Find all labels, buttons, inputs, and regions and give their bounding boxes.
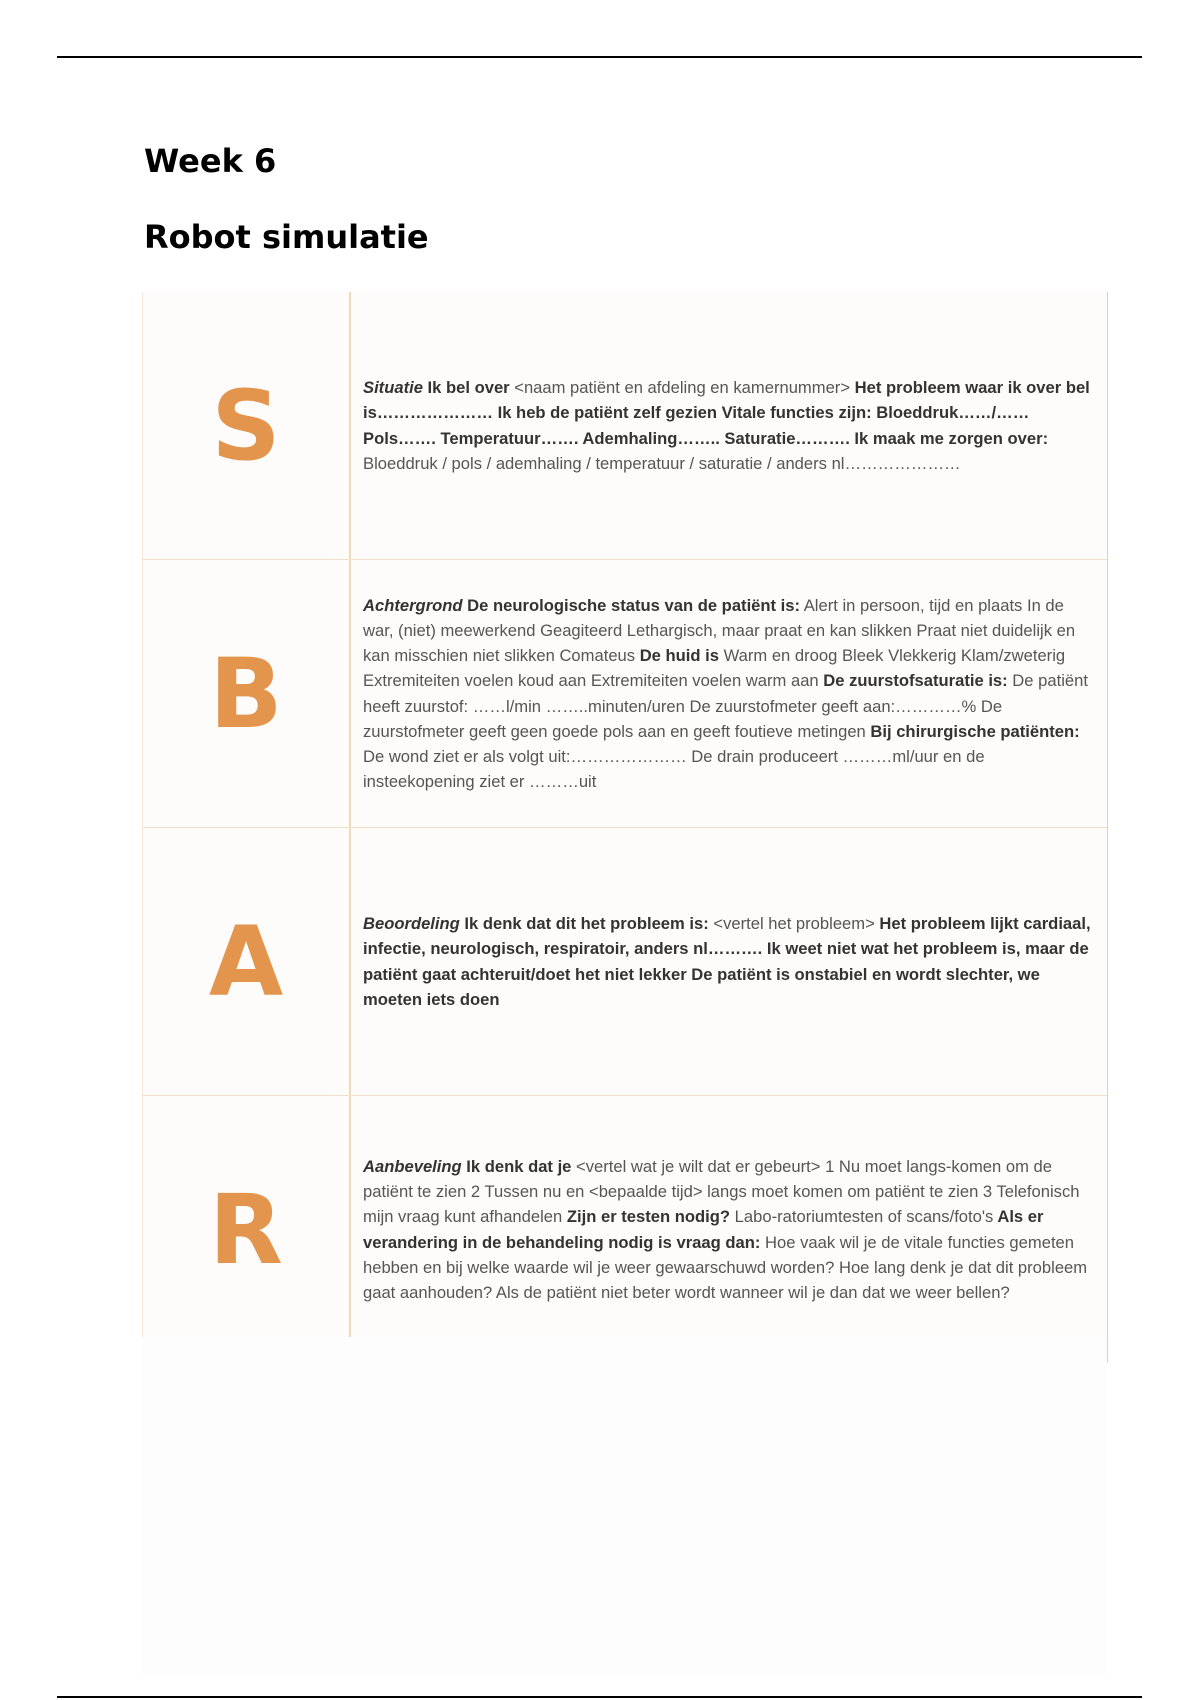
sbar-letter-b: B <box>209 637 283 750</box>
sbar-text-cell <box>351 1096 1107 1363</box>
sbar-text-aanbeveling <box>363 1154 1095 1305</box>
run-3: Het probleem lijkt cardiaal, infectie, neurologisch, respiratoir, anders nl………. Ik weet niet wat het probleem is, maar de patiënt gaat achteruit/doet het niet lekker De patiënt is onstabiel en wordt slechter, we moeten iets doen <box>363 914 1091 1009</box>
run-0: Situatie <box>363 378 423 398</box>
blank-image-area <box>142 1337 1106 1677</box>
run-3: Het probleem waar ik over bel is………………… Ik heb de patiënt zelf gezien Vitale functies zijn: Bloeddruk……/…… Pols……. Temperatuur……. Ademhaling…….. Saturatie………. Ik maak me zorgen over: <box>363 378 1090 448</box>
sbar-letter-cell <box>143 828 351 1095</box>
sbar-letter-cell <box>143 292 351 559</box>
sbar-letter-cell <box>143 1096 351 1363</box>
run-3: De huid is <box>635 646 719 666</box>
sbar-letter-a: A <box>208 905 284 1018</box>
run-6: Hoe vaak wil je de vitale functies gemeten hebben en bij welke waarde wil je weer gewaarschuwd worden? Hoe lang denk je dat dit probleem gaat aanhouden? Als de patiënt niet beter wordt wanneer wil je dan dat we weer bellen? <box>363 1232 1088 1302</box>
page-title: Robot simulatie <box>144 218 429 256</box>
run-1: Ik denk dat je <box>461 1156 572 1176</box>
sbar-row-aanbeveling <box>143 1096 1107 1363</box>
run-1: De neurologische status van de patiënt is: <box>462 595 801 615</box>
run-2: <vertel het probleem> <box>708 914 875 934</box>
run-4: Warm en droog Bleek Vlekkerig Klam/zweterig Extremiteiten voelen koud aan Extremiteiten voelen warm aan <box>363 646 1066 691</box>
sbar-letter-s: S <box>211 369 281 482</box>
run-7: Bij chirurgische patiënten: <box>865 721 1080 741</box>
run-1: Ik denk dat dit het probleem is: <box>459 914 709 934</box>
run-2: Alert in persoon, tijd en plaats In de war, (niet) meewerkend Geagiteerd Lethargisch, maar praat en kan slikken Praat niet duidelijk en kan misschien niet slikken Comateus <box>363 595 1076 666</box>
run-2: <naam patiënt en afdeling en kamernummer> <box>514 378 851 398</box>
run-0: Beoordeling <box>363 914 460 934</box>
run-4: Bloeddruk / pols / ademhaling / temperatuur / saturatie / anders nl………………… <box>363 453 961 473</box>
run-0: Achtergrond <box>363 595 463 615</box>
run-5: De zuurstofsaturatie is: <box>818 671 1008 691</box>
footer-rule <box>57 1696 1142 1698</box>
sbar-text-situatie <box>363 375 1095 476</box>
week-heading: Week 6 <box>144 142 277 180</box>
run-4: Labo-ratoriumtesten of scans/foto's <box>730 1207 994 1227</box>
sbar-text-beoordeling <box>363 911 1095 1012</box>
run-0: Aanbeveling <box>363 1156 462 1176</box>
run-8: De wond ziet er als volgt uit:………………… De drain produceert ………ml/uur en de insteekopening ziet er ………uit <box>363 746 985 792</box>
run-3: Zijn er testen nodig? <box>562 1207 731 1227</box>
run-5: Als er verandering in de behandeling nodig is vraag dan: <box>363 1207 1044 1252</box>
sbar-table <box>142 292 1108 1363</box>
sbar-text-cell <box>351 828 1107 1095</box>
sbar-row-beoordeling <box>143 828 1107 1096</box>
run-1: Ik bel over <box>422 378 515 398</box>
sbar-row-situatie <box>143 292 1107 560</box>
header-rule <box>57 56 1142 58</box>
run-6: De patiënt heeft zuurstof: ……l/min ……..minuten/uren De zuurstofmeter geeft aan:…………% De zuurstofmeter geeft geen goede pols aan en geeft foutieve metingen <box>363 671 1088 741</box>
sbar-text-cell <box>351 292 1107 559</box>
sbar-letter-r: R <box>209 1173 283 1286</box>
sbar-text-cell <box>351 560 1107 827</box>
sbar-letter-cell <box>143 560 351 827</box>
sbar-text-achtergrond <box>363 593 1095 795</box>
run-2: <vertel wat je wilt dat er gebeurt> 1 Nu moet langs-komen om de patiënt te zien 2 Tussen nu en <bepaalde tijd> langs moet komen om patiënt te zien 3 Telefonisch mijn vraag kunt afhandelen <box>363 1156 1080 1227</box>
sbar-row-achtergrond <box>143 560 1107 828</box>
